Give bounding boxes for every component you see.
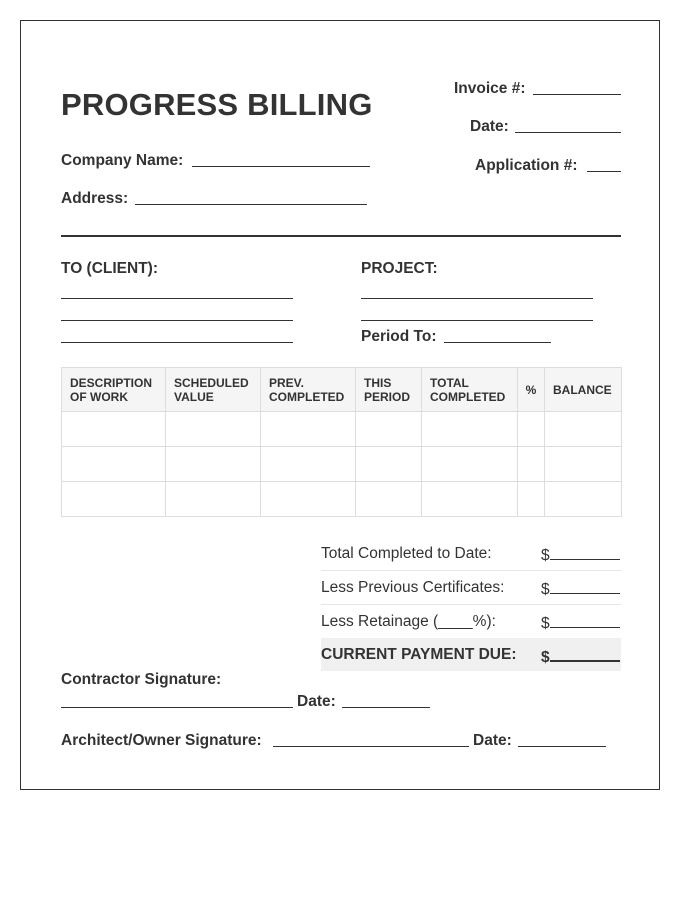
to-client-label: TO (CLIENT): [61, 260, 159, 277]
col-scheduled-value: SCHEDULED VALUE [166, 368, 261, 412]
total-completed-value[interactable]: $ [541, 545, 620, 565]
cell-balance[interactable] [545, 412, 622, 447]
address-label: Address: [61, 190, 129, 207]
col-description: DESCRIPTION OF WORK [62, 368, 166, 412]
cell-this-period[interactable] [356, 482, 422, 517]
architect-signature-field[interactable] [273, 746, 469, 747]
billing-form-sheet [20, 20, 660, 790]
total-completed-label: Total Completed to Date: [321, 545, 492, 562]
application-label: Application #: [475, 157, 578, 174]
contractor-date-label: Date: [297, 693, 336, 710]
form-title: PROGRESS BILLING [61, 87, 373, 122]
cell-scheduled[interactable] [166, 447, 261, 482]
cell-scheduled[interactable] [166, 482, 261, 517]
application-field[interactable] [587, 171, 621, 172]
cell-total[interactable] [422, 482, 518, 517]
client-line-2[interactable] [61, 320, 293, 321]
project-label: PROJECT: [361, 260, 438, 277]
client-line-1[interactable] [61, 298, 293, 299]
period-to-label: Period To: [361, 328, 437, 345]
period-to-field[interactable] [444, 342, 551, 343]
contractor-date-field[interactable] [342, 707, 430, 708]
cell-description[interactable] [62, 412, 166, 447]
less-previous-value[interactable]: $ [541, 579, 620, 599]
cell-description[interactable] [62, 482, 166, 517]
summary-current-due-row [321, 638, 621, 671]
table-row [62, 482, 622, 517]
less-retainage-label: Less Retainage (____%): [321, 613, 496, 630]
cell-description[interactable] [62, 447, 166, 482]
summary-total-completed-row [321, 537, 621, 571]
architect-signature-label: Architect/Owner Signature: [61, 732, 262, 749]
col-this-period: THIS PERIOD [356, 368, 422, 412]
current-due-label: CURRENT PAYMENT DUE: [321, 646, 517, 663]
payment-summary [321, 537, 621, 677]
project-line-1[interactable] [361, 298, 593, 299]
cell-prev[interactable] [261, 412, 356, 447]
cell-this-period[interactable] [356, 447, 422, 482]
cell-scheduled[interactable] [166, 412, 261, 447]
current-due-value[interactable]: $ [541, 646, 620, 667]
company-name-label: Company Name: [61, 152, 184, 169]
contractor-signature-label: Contractor Signature: [61, 671, 222, 688]
cell-percent[interactable] [518, 482, 545, 517]
col-prev-completed: PREV. COMPLETED [261, 368, 356, 412]
cell-prev[interactable] [261, 482, 356, 517]
invoice-field[interactable] [533, 94, 621, 95]
col-total-completed: TOTAL COMPLETED [422, 368, 518, 412]
billing-table [61, 367, 622, 517]
address-field[interactable] [135, 204, 367, 205]
cell-balance[interactable] [545, 482, 622, 517]
company-name-field[interactable] [192, 166, 370, 167]
invoice-label: Invoice #: [454, 80, 526, 97]
col-balance: BALANCE [545, 368, 622, 412]
cell-percent[interactable] [518, 447, 545, 482]
client-line-3[interactable] [61, 342, 293, 343]
cell-balance[interactable] [545, 447, 622, 482]
contractor-signature-field[interactable] [61, 707, 293, 708]
table-row [62, 447, 622, 482]
architect-date-field[interactable] [518, 746, 606, 747]
table-header-row [62, 368, 622, 412]
cell-total[interactable] [422, 412, 518, 447]
section-divider [61, 235, 621, 237]
date-field[interactable] [515, 132, 621, 133]
less-retainage-value[interactable]: $ [541, 613, 620, 633]
cell-prev[interactable] [261, 447, 356, 482]
date-label: Date: [470, 118, 509, 135]
project-line-2[interactable] [361, 320, 593, 321]
summary-less-previous-row [321, 571, 621, 605]
architect-date-label: Date: [473, 732, 512, 749]
cell-percent[interactable] [518, 412, 545, 447]
col-percent: % [518, 368, 545, 412]
table-row [62, 412, 622, 447]
less-previous-label: Less Previous Certificates: [321, 579, 505, 596]
cell-this-period[interactable] [356, 412, 422, 447]
summary-less-retainage-row [321, 605, 621, 639]
cell-total[interactable] [422, 447, 518, 482]
